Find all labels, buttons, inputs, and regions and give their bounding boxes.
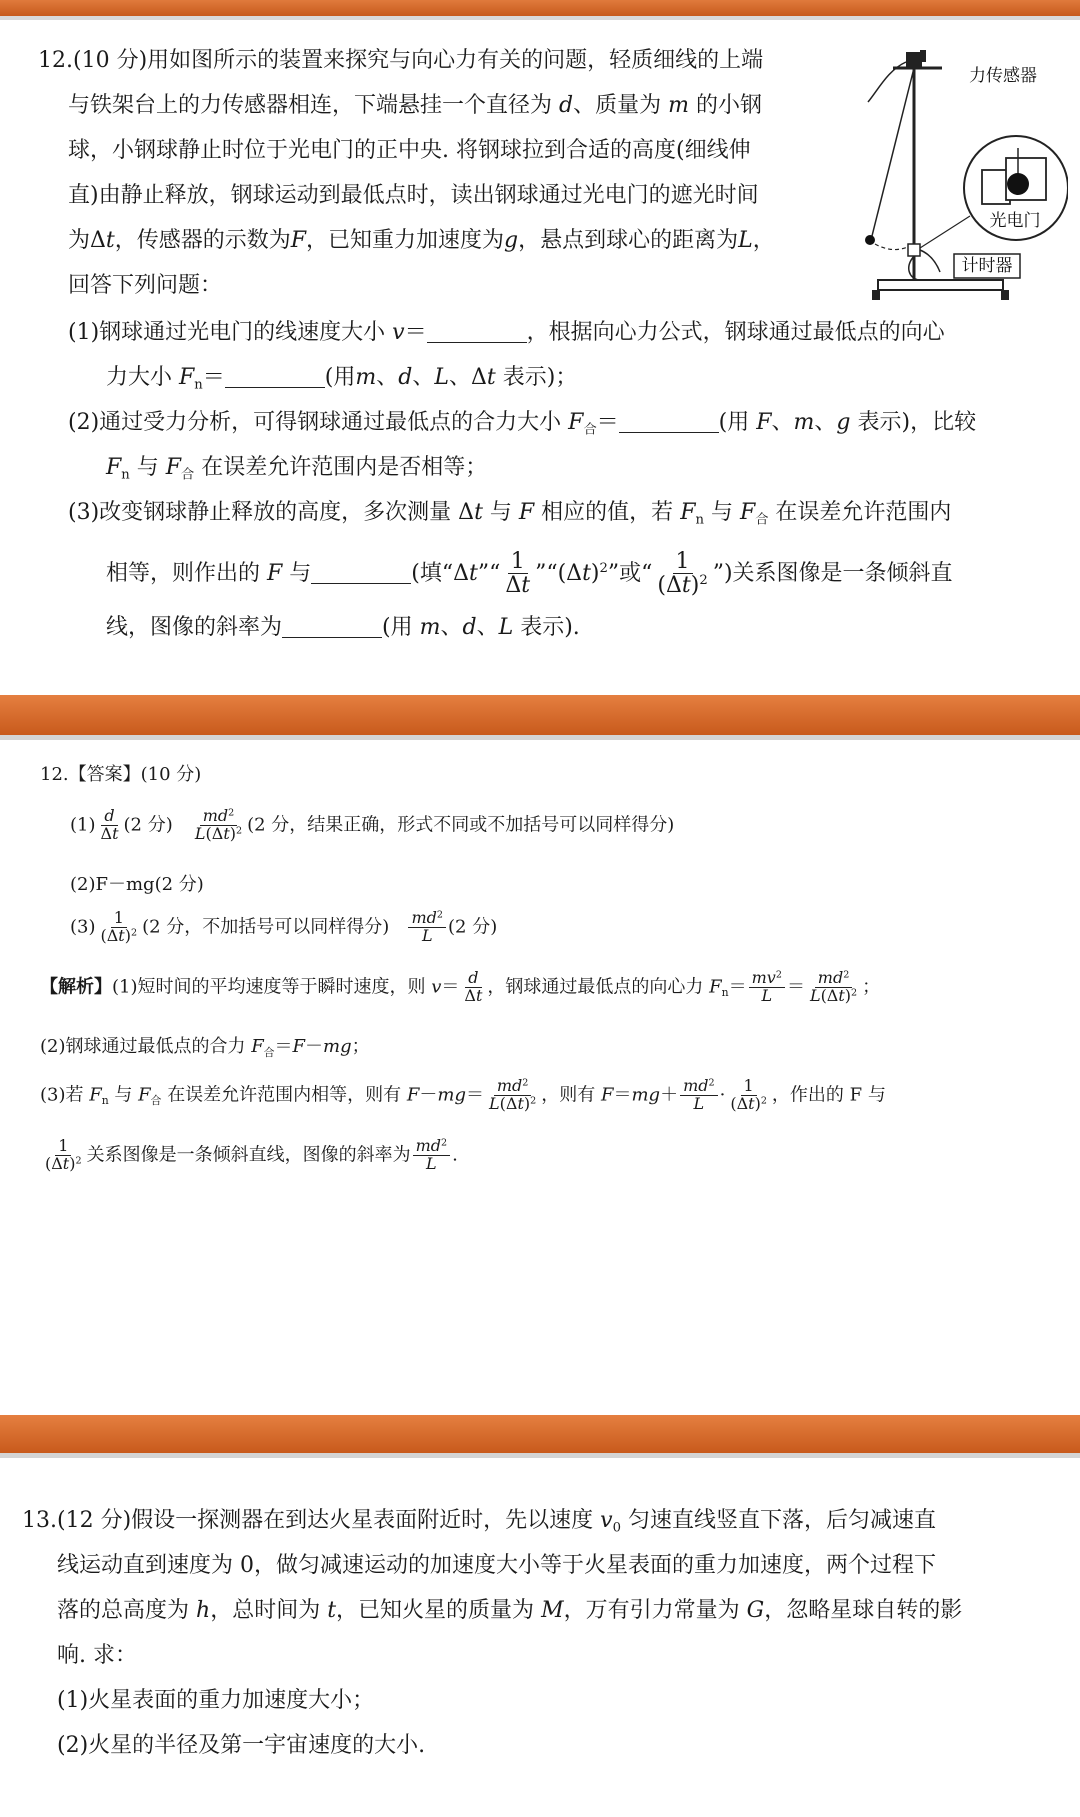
timer-label: 计时器 [961,256,1013,276]
answer-blank-fhe[interactable] [619,406,719,433]
top-orange-band [0,0,1080,16]
fraction-1-over-dt2: $\frac{1}{(\Delta t)^2}$ [657,549,708,599]
middle-orange-band [0,695,1080,735]
photogate-label: 光电门 [989,211,1041,231]
answer-blank-fn[interactable] [225,361,325,388]
apparatus-diagram [858,40,1068,305]
sensor-label: 力传感器 [969,66,1037,86]
answer-blank-v[interactable] [427,316,527,343]
lower-orange-band [0,1415,1080,1453]
fraction-1-over-dt: $\frac{1}{\Delta t}$ [505,549,531,599]
answer-blank-relation[interactable] [311,557,411,584]
answer-blank-slope[interactable] [282,611,382,638]
